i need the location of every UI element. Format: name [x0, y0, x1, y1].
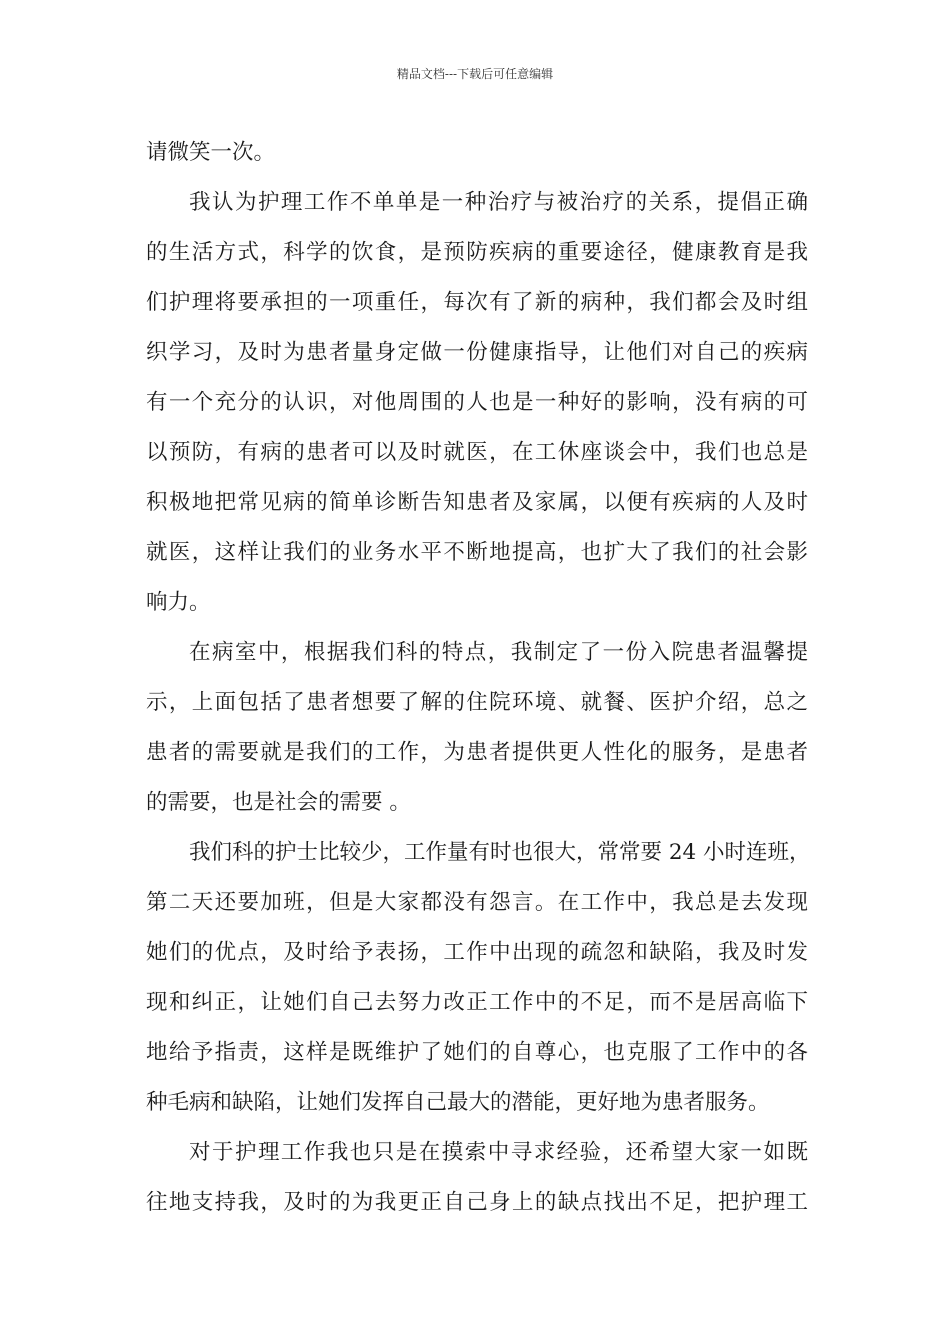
text-line: 的生活方式，科学的饮食，是预防疾病的重要途径，健康教育是我 — [146, 240, 808, 265]
text-line: 第二天还要加班，但是大家都没有怨言。在工作中，我总是去发现 — [146, 890, 808, 915]
text-line: 我们科的护士比较少，工作量有时也很大，常常要 24 小时连班， — [189, 840, 811, 865]
text-line: 就医，这样让我们的业务水平不断地提高，也扩大了我们的社会影 — [146, 540, 808, 565]
text-line: 我认为护理工作不单单是一种治疗与被治疗的关系，提倡正确 — [189, 190, 808, 215]
text-line: 请微笑一次。 — [146, 140, 276, 165]
text-line: 在病室中，根据我们科的特点，我制定了一份入院患者温馨提 — [189, 640, 808, 665]
text-line: 对于护理工作我也只是在摸索中寻求经验，还希望大家一如既 — [189, 1140, 808, 1165]
text-line: 织学习，及时为患者量身定做一份健康指导，让他们对自己的疾病 — [146, 340, 808, 365]
text-line: 以预防，有病的患者可以及时就医，在工休座谈会中，我们也总是 — [146, 440, 808, 465]
text-line: 现和纠正，让她们自己去努力改正工作中的不足，而不是居高临下 — [146, 990, 808, 1015]
text-line: 患者的需要就是我们的工作，为患者提供更人性化的服务，是患者 — [146, 740, 808, 765]
text-line: 有一个充分的认识，对他周围的人也是一种好的影响，没有病的可 — [146, 390, 808, 415]
text-line: 往地支持我，及时的为我更正自己身上的缺点找出不足，把护理工 — [146, 1190, 808, 1215]
document-body — [146, 128, 811, 1228]
text-line: 种毛病和缺陷，让她们发挥自己最大的潜能，更好地为患者服务。 — [146, 1090, 770, 1115]
text-line: 响力。 — [146, 590, 211, 615]
text-line: 们护理将要承担的一项重任，每次有了新的病种，我们都会及时组 — [146, 290, 808, 315]
text-line: 示，上面包括了患者想要了解的住院环境、就餐、医护介绍，总之 — [146, 690, 808, 715]
text-line: 她们的优点，及时给予表扬，工作中出现的疏忽和缺陷，我及时发 — [146, 940, 808, 965]
text-line: 的需要，也是社会的需要 。 — [146, 790, 411, 815]
page-header: 精品文档---下载后可任意编辑 — [396, 67, 554, 81]
text-line: 地给予指责，这样是既维护了她们的自尊心，也克服了工作中的各 — [146, 1040, 808, 1065]
text-line: 积极地把常见病的简单诊断告知患者及家属，以便有疾病的人及时 — [146, 490, 808, 515]
